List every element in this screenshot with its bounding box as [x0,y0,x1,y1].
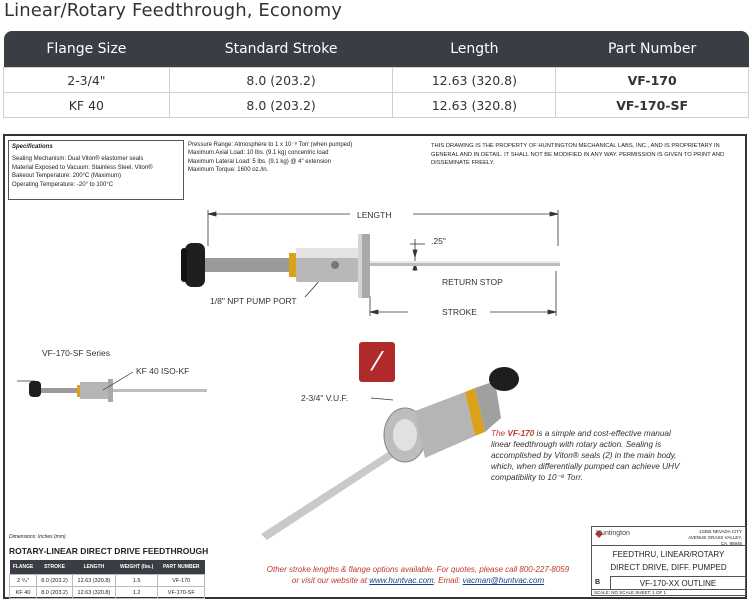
feedthrough-iso-view [261,367,519,540]
mini-table-header [10,560,205,575]
mini-cell: 8.0 (203.2) [37,587,73,599]
col-header-part: Part Number [556,31,749,68]
proprietary-notice: THIS DRAWING IS THE PROPERTY OF HUNTINGTON MECHANICAL LABS, INC., AND IS PROPRIETARY IN GENERAL AND IN DETAIL. IT SHALL NOT BE MODIFIED IN ANY WAY. PERMISSION IS GIVEN TO PRINT AND DISSEMINATE FREELY. [431,143,725,166]
col-header-flange: Flange Size [4,31,170,68]
cell-stroke: 8.0 (203.2) [169,68,393,93]
mini-cell: 1.2 [115,587,158,599]
perf-line: Maximum Torque: 1600 oz./in. [188,167,269,174]
mini-cell: VF-170 [158,575,205,587]
footnote-line: Other stroke lengths & flange options available. For quotes, please call 800-227-8059 [266,565,570,574]
desc-text: is a simple and cost-effective manual linear feedthrough with rotary action. Sealing is accomplished by Viton® seals (2) in the main body, which, when differentially pumped can achieve UHV compatibility to 10⁻⁸ Torr. [491,429,680,482]
footnote-text: . Email: [433,576,463,585]
drawing-title [592,545,745,574]
kf40-label: KF 40 ISO-KF [136,366,190,376]
website-link[interactable]: www.huntvac.com [369,576,434,585]
mini-col-header: STROKE [37,560,73,575]
feedthrough-main-view [181,234,560,298]
table-row [4,68,749,93]
mini-table-title: ROTARY-LINEAR DIRECT DRIVE FEEDTHROUGH [9,546,209,556]
desc-pre: The [491,429,508,438]
return-stop-label: RETURN STOP [442,277,503,287]
contact-footnote [261,564,575,586]
table-row [10,587,205,599]
mini-spec-table [9,560,205,599]
drawing-title-line: FEEDTHRU, LINEAR/ROTARY [612,550,725,559]
table-row [10,575,205,587]
dimension-25-label: .25" [431,236,446,246]
mini-cell: 12.63 (320.8) [72,587,115,599]
desc-part: VF-170 [507,429,535,438]
cell-length: 12.63 (320.8) [393,93,556,118]
mini-col-header: FLANGE [10,560,37,575]
col-header-stroke: Standard Stroke [169,31,393,68]
spec-line: Sealing Mechanism: Dual Viton® elastomer seals [12,156,144,163]
cell-stroke: 8.0 (203.2) [169,93,393,118]
company-address: 13355 NEVADA CITY AVENUE GRASS VALLEY, CA. 95945 [688,529,742,546]
spec-heading: Specifications [12,144,53,150]
scale-sheet: SCALE: NO SCALE SHEET: 1 OF 1 [592,589,745,595]
mini-cell: 12.63 (320.8) [72,575,115,587]
pump-port-label: 1/8" NPT PUMP PORT [210,296,297,306]
mini-cell: 8.0 (203.2) [37,575,73,587]
cell-length: 12.63 (320.8) [393,68,556,93]
spec-line: Operating Temperature: -20° to 100°C [12,181,114,188]
mini-cell: 2 ³/₄" [10,575,37,587]
mini-col-header: LENGTH [72,560,115,575]
spec-line: Bakeout Temperature: 200°C (Maximum) [12,173,121,180]
length-label: LENGTH [357,210,392,220]
perf-line: Maximum Lateral Load: 5 lbs. (9.1 kg) @ 4" extension [188,158,331,165]
title-block [591,526,746,596]
stroke-label: STROKE [442,307,477,317]
vuf-label: 2-3/4" V.U.F. [301,393,349,403]
cell-part-number: VF-170 [556,68,749,93]
col-header-length: Length [393,31,556,68]
perf-line: Pressure Range: Atmosphere to 1 x 10⁻⁸ Torr (when pumped) [188,142,353,148]
mini-cell: KF 40 [10,587,37,599]
drawing-number: VF-170-XX OUTLINE [610,576,745,590]
footnote-text: or visit our website at [291,576,370,585]
spec-line: Material Exposed to Vacuum: Stainless Steel, Viton® [12,164,153,171]
perf-line: Maximum Axial Load: 10 lbs. (9.1 kg) concentric load [188,150,329,157]
mini-col-header: PART NUMBER [158,560,205,575]
spec-table [3,31,749,118]
mini-cell: VF-170-SF [158,587,205,599]
company-name: Huntington [596,530,630,537]
email-link[interactable]: vacman@huntvac.com [462,576,545,585]
feedthrough-kf40-view [17,372,207,402]
table-row [4,93,749,118]
spec-table-header [4,31,749,68]
cell-flange: KF 40 [4,93,170,118]
mini-col-header: WEIGHT (lbs.) [115,560,158,575]
series-label: VF-170-SF Series [42,348,111,358]
technical-drawing[interactable] [3,134,747,599]
drawing-title-line: DIRECT DRIVE, DIFF. PUMPED [610,563,727,572]
dimensions-note: Dimensions: Inches (mm) [9,534,66,540]
product-description [491,428,681,483]
cell-flange: 2-3/4" [4,68,170,93]
mini-cell: 1.5 [115,575,158,587]
page-title: Linear/Rotary Feedthrough, Economy [4,0,342,21]
drawing-size: B [595,579,601,586]
cell-part-number: VF-170-SF [556,93,749,118]
adobe-pdf-icon[interactable]: ⁄ [359,342,395,382]
